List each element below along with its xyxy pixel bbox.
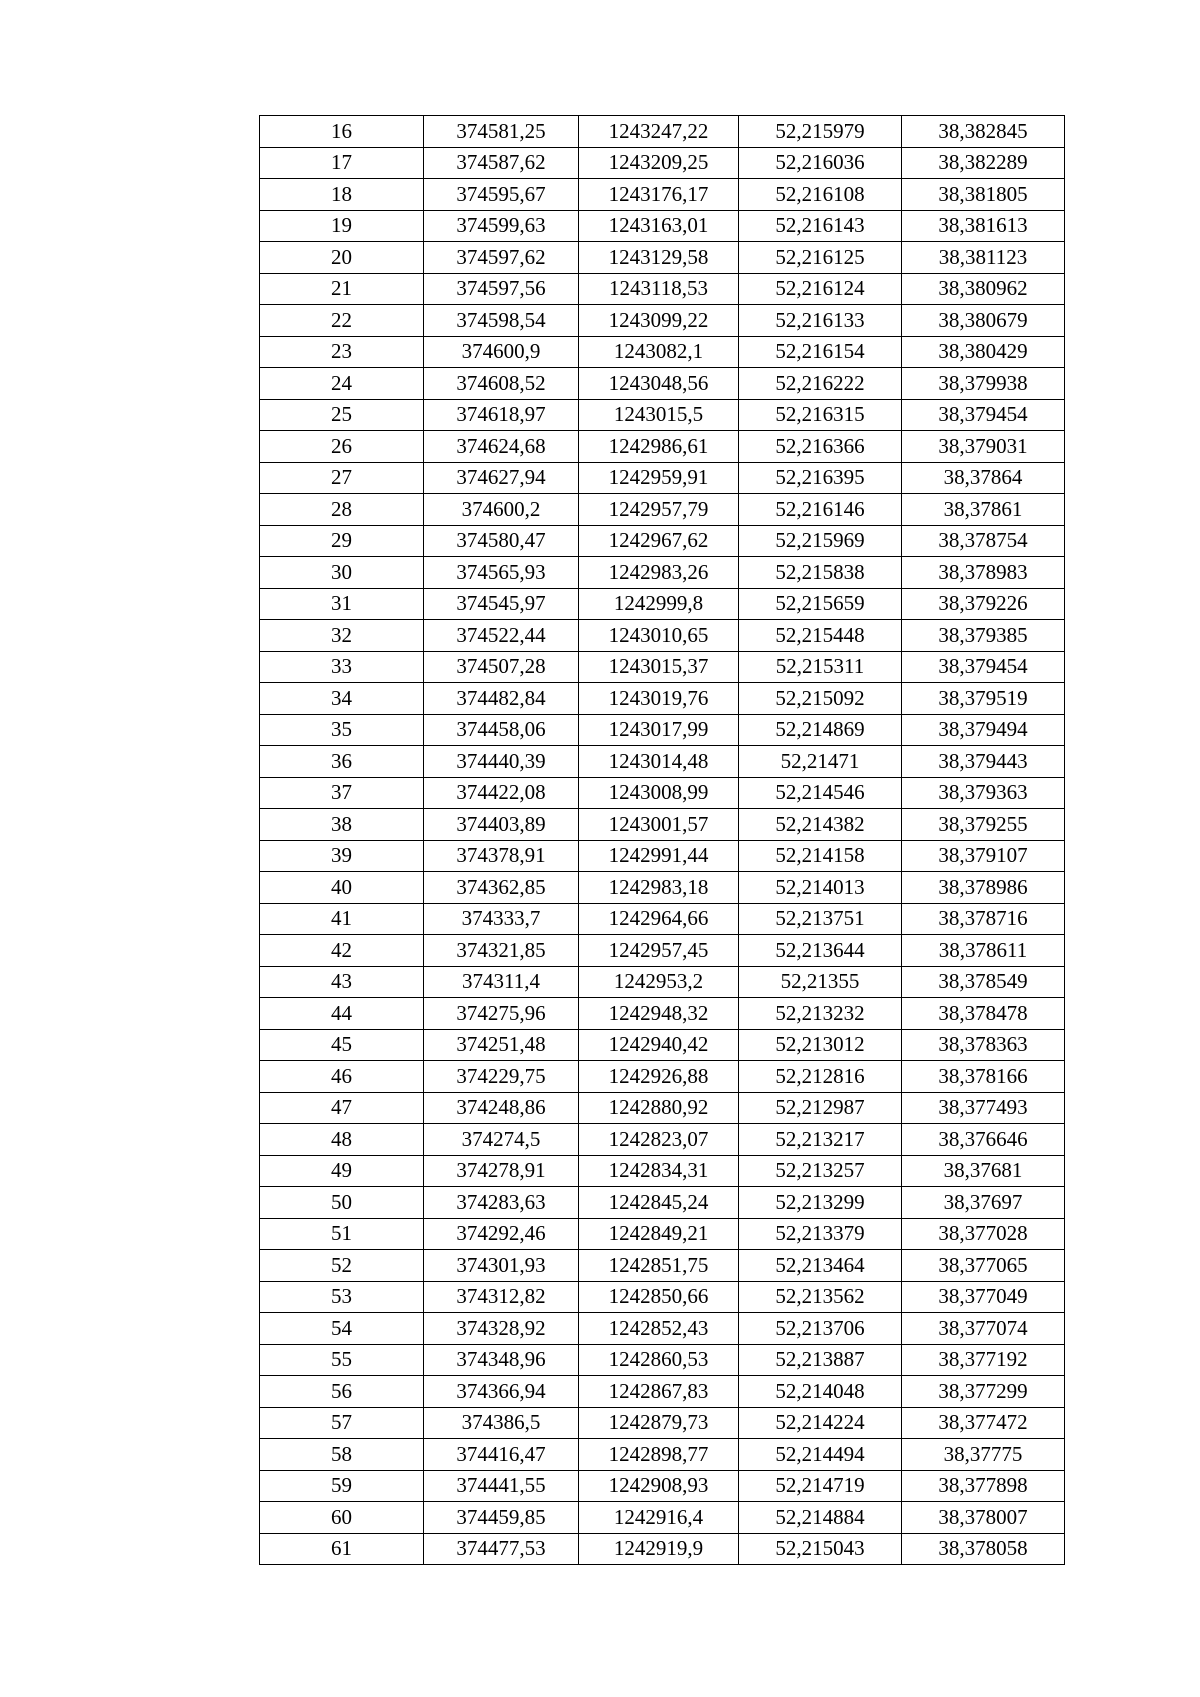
table-row — [260, 336, 1065, 368]
x-coordinate-cell: 374618,97 — [424, 399, 579, 431]
table-row — [260, 1407, 1065, 1439]
y-coordinate-cell: 1242957,45 — [579, 935, 739, 967]
point-number-cell: 33 — [260, 651, 424, 683]
longitude-cell: 38,378716 — [902, 903, 1065, 935]
latitude-cell: 52,213257 — [739, 1155, 902, 1187]
longitude-cell: 38,379385 — [902, 620, 1065, 652]
longitude-cell: 38,379031 — [902, 431, 1065, 463]
x-coordinate-cell: 374522,44 — [424, 620, 579, 652]
y-coordinate-cell: 1242834,31 — [579, 1155, 739, 1187]
latitude-cell: 52,216222 — [739, 368, 902, 400]
x-coordinate-cell: 374580,47 — [424, 525, 579, 557]
latitude-cell: 52,213562 — [739, 1281, 902, 1313]
table-row — [260, 809, 1065, 841]
x-coordinate-cell: 374599,63 — [424, 210, 579, 242]
y-coordinate-cell: 1243082,1 — [579, 336, 739, 368]
longitude-cell: 38,377049 — [902, 1281, 1065, 1313]
point-number-cell: 58 — [260, 1439, 424, 1471]
x-coordinate-cell: 374459,85 — [424, 1502, 579, 1534]
x-coordinate-cell: 374333,7 — [424, 903, 579, 935]
table-row — [260, 1281, 1065, 1313]
table-row — [260, 179, 1065, 211]
x-coordinate-cell: 374581,25 — [424, 116, 579, 148]
y-coordinate-cell: 1242991,44 — [579, 840, 739, 872]
longitude-cell: 38,379226 — [902, 588, 1065, 620]
y-coordinate-cell: 1242845,24 — [579, 1187, 739, 1219]
point-number-cell: 32 — [260, 620, 424, 652]
point-number-cell: 29 — [260, 525, 424, 557]
longitude-cell: 38,378986 — [902, 872, 1065, 904]
point-number-cell: 38 — [260, 809, 424, 841]
longitude-cell: 38,37775 — [902, 1439, 1065, 1471]
x-coordinate-cell: 374624,68 — [424, 431, 579, 463]
latitude-cell: 52,213644 — [739, 935, 902, 967]
table-row — [260, 714, 1065, 746]
longitude-cell: 38,378478 — [902, 998, 1065, 1030]
table-row — [260, 1250, 1065, 1282]
y-coordinate-cell: 1242983,26 — [579, 557, 739, 589]
longitude-cell: 38,379454 — [902, 651, 1065, 683]
table-row — [260, 1124, 1065, 1156]
longitude-cell: 38,378549 — [902, 966, 1065, 998]
latitude-cell: 52,214382 — [739, 809, 902, 841]
table-row — [260, 588, 1065, 620]
x-coordinate-cell: 374278,91 — [424, 1155, 579, 1187]
table-row — [260, 903, 1065, 935]
latitude-cell: 52,212816 — [739, 1061, 902, 1093]
x-coordinate-cell: 374248,86 — [424, 1092, 579, 1124]
latitude-cell: 52,21355 — [739, 966, 902, 998]
table-row — [260, 210, 1065, 242]
y-coordinate-cell: 1242880,92 — [579, 1092, 739, 1124]
x-coordinate-cell: 374251,48 — [424, 1029, 579, 1061]
y-coordinate-cell: 1243247,22 — [579, 116, 739, 148]
longitude-cell: 38,37697 — [902, 1187, 1065, 1219]
longitude-cell: 38,377192 — [902, 1344, 1065, 1376]
table-row — [260, 1155, 1065, 1187]
point-number-cell: 25 — [260, 399, 424, 431]
longitude-cell: 38,381123 — [902, 242, 1065, 274]
latitude-cell: 52,214013 — [739, 872, 902, 904]
table-row — [260, 1344, 1065, 1376]
table-row — [260, 242, 1065, 274]
latitude-cell: 52,215092 — [739, 683, 902, 715]
longitude-cell: 38,381613 — [902, 210, 1065, 242]
longitude-cell: 38,377472 — [902, 1407, 1065, 1439]
y-coordinate-cell: 1243014,48 — [579, 746, 739, 778]
table-row — [260, 557, 1065, 589]
table-row — [260, 777, 1065, 809]
point-number-cell: 37 — [260, 777, 424, 809]
point-number-cell: 56 — [260, 1376, 424, 1408]
x-coordinate-cell: 374482,84 — [424, 683, 579, 715]
table-row — [260, 305, 1065, 337]
longitude-cell: 38,381805 — [902, 179, 1065, 211]
y-coordinate-cell: 1242986,61 — [579, 431, 739, 463]
latitude-cell: 52,216395 — [739, 462, 902, 494]
latitude-cell: 52,216108 — [739, 179, 902, 211]
latitude-cell: 52,214224 — [739, 1407, 902, 1439]
latitude-cell: 52,213012 — [739, 1029, 902, 1061]
longitude-cell: 38,379107 — [902, 840, 1065, 872]
latitude-cell: 52,215969 — [739, 525, 902, 557]
y-coordinate-cell: 1242983,18 — [579, 872, 739, 904]
table-row — [260, 1533, 1065, 1565]
point-number-cell: 40 — [260, 872, 424, 904]
point-number-cell: 54 — [260, 1313, 424, 1345]
x-coordinate-cell: 374600,9 — [424, 336, 579, 368]
coordinates-table — [259, 115, 1065, 1565]
y-coordinate-cell: 1242867,83 — [579, 1376, 739, 1408]
latitude-cell: 52,216366 — [739, 431, 902, 463]
longitude-cell: 38,377065 — [902, 1250, 1065, 1282]
longitude-cell: 38,378611 — [902, 935, 1065, 967]
longitude-cell: 38,382289 — [902, 147, 1065, 179]
latitude-cell: 52,215448 — [739, 620, 902, 652]
table-row — [260, 998, 1065, 1030]
longitude-cell: 38,376646 — [902, 1124, 1065, 1156]
x-coordinate-cell: 374595,67 — [424, 179, 579, 211]
x-coordinate-cell: 374283,63 — [424, 1187, 579, 1219]
y-coordinate-cell: 1242852,43 — [579, 1313, 739, 1345]
y-coordinate-cell: 1242919,9 — [579, 1533, 739, 1565]
longitude-cell: 38,379494 — [902, 714, 1065, 746]
y-coordinate-cell: 1243163,01 — [579, 210, 739, 242]
y-coordinate-cell: 1242999,8 — [579, 588, 739, 620]
latitude-cell: 52,216125 — [739, 242, 902, 274]
table-row — [260, 1439, 1065, 1471]
latitude-cell: 52,214494 — [739, 1439, 902, 1471]
table-row — [260, 683, 1065, 715]
table-row — [260, 116, 1065, 148]
longitude-cell: 38,37861 — [902, 494, 1065, 526]
latitude-cell: 52,216143 — [739, 210, 902, 242]
longitude-cell: 38,37681 — [902, 1155, 1065, 1187]
longitude-cell: 38,378166 — [902, 1061, 1065, 1093]
latitude-cell: 52,215043 — [739, 1533, 902, 1565]
point-number-cell: 45 — [260, 1029, 424, 1061]
y-coordinate-cell: 1242953,2 — [579, 966, 739, 998]
point-number-cell: 48 — [260, 1124, 424, 1156]
point-number-cell: 47 — [260, 1092, 424, 1124]
x-coordinate-cell: 374378,91 — [424, 840, 579, 872]
x-coordinate-cell: 374587,62 — [424, 147, 579, 179]
y-coordinate-cell: 1243209,25 — [579, 147, 739, 179]
x-coordinate-cell: 374348,96 — [424, 1344, 579, 1376]
longitude-cell: 38,380679 — [902, 305, 1065, 337]
longitude-cell: 38,382845 — [902, 116, 1065, 148]
coordinates-table-body — [260, 116, 1065, 1565]
table-row — [260, 1313, 1065, 1345]
longitude-cell: 38,380429 — [902, 336, 1065, 368]
longitude-cell: 38,377898 — [902, 1470, 1065, 1502]
point-number-cell: 50 — [260, 1187, 424, 1219]
table-row — [260, 431, 1065, 463]
x-coordinate-cell: 374274,5 — [424, 1124, 579, 1156]
longitude-cell: 38,37864 — [902, 462, 1065, 494]
y-coordinate-cell: 1242908,93 — [579, 1470, 739, 1502]
latitude-cell: 52,213751 — [739, 903, 902, 935]
point-number-cell: 44 — [260, 998, 424, 1030]
table-row — [260, 368, 1065, 400]
x-coordinate-cell: 374311,4 — [424, 966, 579, 998]
point-number-cell: 35 — [260, 714, 424, 746]
y-coordinate-cell: 1242823,07 — [579, 1124, 739, 1156]
x-coordinate-cell: 374312,82 — [424, 1281, 579, 1313]
y-coordinate-cell: 1243017,99 — [579, 714, 739, 746]
y-coordinate-cell: 1242967,62 — [579, 525, 739, 557]
table-row — [260, 651, 1065, 683]
x-coordinate-cell: 374366,94 — [424, 1376, 579, 1408]
y-coordinate-cell: 1242964,66 — [579, 903, 739, 935]
point-number-cell: 26 — [260, 431, 424, 463]
x-coordinate-cell: 374440,39 — [424, 746, 579, 778]
point-number-cell: 18 — [260, 179, 424, 211]
x-coordinate-cell: 374229,75 — [424, 1061, 579, 1093]
point-number-cell: 60 — [260, 1502, 424, 1534]
latitude-cell: 52,214048 — [739, 1376, 902, 1408]
point-number-cell: 22 — [260, 305, 424, 337]
table-row — [260, 494, 1065, 526]
x-coordinate-cell: 374598,54 — [424, 305, 579, 337]
x-coordinate-cell: 374441,55 — [424, 1470, 579, 1502]
y-coordinate-cell: 1243010,65 — [579, 620, 739, 652]
point-number-cell: 43 — [260, 966, 424, 998]
latitude-cell: 52,215979 — [739, 116, 902, 148]
x-coordinate-cell: 374597,56 — [424, 273, 579, 305]
longitude-cell: 38,377074 — [902, 1313, 1065, 1345]
y-coordinate-cell: 1242940,42 — [579, 1029, 739, 1061]
point-number-cell: 19 — [260, 210, 424, 242]
x-coordinate-cell: 374275,96 — [424, 998, 579, 1030]
latitude-cell: 52,216146 — [739, 494, 902, 526]
point-number-cell: 53 — [260, 1281, 424, 1313]
longitude-cell: 38,377299 — [902, 1376, 1065, 1408]
longitude-cell: 38,378058 — [902, 1533, 1065, 1565]
x-coordinate-cell: 374545,97 — [424, 588, 579, 620]
point-number-cell: 30 — [260, 557, 424, 589]
table-row — [260, 1376, 1065, 1408]
point-number-cell: 52 — [260, 1250, 424, 1282]
x-coordinate-cell: 374403,89 — [424, 809, 579, 841]
y-coordinate-cell: 1243001,57 — [579, 809, 739, 841]
x-coordinate-cell: 374362,85 — [424, 872, 579, 904]
latitude-cell: 52,216315 — [739, 399, 902, 431]
table-row — [260, 1061, 1065, 1093]
x-coordinate-cell: 374608,52 — [424, 368, 579, 400]
longitude-cell: 38,379443 — [902, 746, 1065, 778]
point-number-cell: 20 — [260, 242, 424, 274]
table-row — [260, 746, 1065, 778]
longitude-cell: 38,379938 — [902, 368, 1065, 400]
longitude-cell: 38,379454 — [902, 399, 1065, 431]
longitude-cell: 38,378983 — [902, 557, 1065, 589]
table-row — [260, 966, 1065, 998]
y-coordinate-cell: 1243015,5 — [579, 399, 739, 431]
longitude-cell: 38,379363 — [902, 777, 1065, 809]
y-coordinate-cell: 1243008,99 — [579, 777, 739, 809]
latitude-cell: 52,216036 — [739, 147, 902, 179]
latitude-cell: 52,213217 — [739, 1124, 902, 1156]
x-coordinate-cell: 374627,94 — [424, 462, 579, 494]
point-number-cell: 17 — [260, 147, 424, 179]
x-coordinate-cell: 374507,28 — [424, 651, 579, 683]
table-row — [260, 147, 1065, 179]
point-number-cell: 41 — [260, 903, 424, 935]
latitude-cell: 52,214158 — [739, 840, 902, 872]
y-coordinate-cell: 1242959,91 — [579, 462, 739, 494]
point-number-cell: 42 — [260, 935, 424, 967]
latitude-cell: 52,216133 — [739, 305, 902, 337]
latitude-cell: 52,21471 — [739, 746, 902, 778]
y-coordinate-cell: 1242898,77 — [579, 1439, 739, 1471]
latitude-cell: 52,213706 — [739, 1313, 902, 1345]
table-row — [260, 620, 1065, 652]
point-number-cell: 24 — [260, 368, 424, 400]
latitude-cell: 52,213299 — [739, 1187, 902, 1219]
latitude-cell: 52,216154 — [739, 336, 902, 368]
table-row — [260, 1218, 1065, 1250]
latitude-cell: 52,216124 — [739, 273, 902, 305]
table-row — [260, 1470, 1065, 1502]
longitude-cell: 38,379519 — [902, 683, 1065, 715]
y-coordinate-cell: 1243099,22 — [579, 305, 739, 337]
table-row — [260, 1187, 1065, 1219]
latitude-cell: 52,215659 — [739, 588, 902, 620]
point-number-cell: 39 — [260, 840, 424, 872]
table-row — [260, 525, 1065, 557]
latitude-cell: 52,214719 — [739, 1470, 902, 1502]
point-number-cell: 21 — [260, 273, 424, 305]
point-number-cell: 28 — [260, 494, 424, 526]
y-coordinate-cell: 1242850,66 — [579, 1281, 739, 1313]
table-row — [260, 399, 1065, 431]
table-row — [260, 872, 1065, 904]
longitude-cell: 38,380962 — [902, 273, 1065, 305]
x-coordinate-cell: 374328,92 — [424, 1313, 579, 1345]
y-coordinate-cell: 1242860,53 — [579, 1344, 739, 1376]
y-coordinate-cell: 1242957,79 — [579, 494, 739, 526]
x-coordinate-cell: 374600,2 — [424, 494, 579, 526]
x-coordinate-cell: 374386,5 — [424, 1407, 579, 1439]
point-number-cell: 61 — [260, 1533, 424, 1565]
point-number-cell: 36 — [260, 746, 424, 778]
y-coordinate-cell: 1242948,32 — [579, 998, 739, 1030]
x-coordinate-cell: 374422,08 — [424, 777, 579, 809]
longitude-cell: 38,379255 — [902, 809, 1065, 841]
table-row — [260, 935, 1065, 967]
point-number-cell: 55 — [260, 1344, 424, 1376]
y-coordinate-cell: 1242851,75 — [579, 1250, 739, 1282]
point-number-cell: 16 — [260, 116, 424, 148]
x-coordinate-cell: 374321,85 — [424, 935, 579, 967]
latitude-cell: 52,214884 — [739, 1502, 902, 1534]
latitude-cell: 52,215838 — [739, 557, 902, 589]
x-coordinate-cell: 374292,46 — [424, 1218, 579, 1250]
longitude-cell: 38,378754 — [902, 525, 1065, 557]
table-row — [260, 462, 1065, 494]
latitude-cell: 52,215311 — [739, 651, 902, 683]
table-row — [260, 840, 1065, 872]
point-number-cell: 23 — [260, 336, 424, 368]
y-coordinate-cell: 1242879,73 — [579, 1407, 739, 1439]
table-row — [260, 1502, 1065, 1534]
x-coordinate-cell: 374416,47 — [424, 1439, 579, 1471]
latitude-cell: 52,212987 — [739, 1092, 902, 1124]
latitude-cell: 52,214546 — [739, 777, 902, 809]
latitude-cell: 52,213887 — [739, 1344, 902, 1376]
x-coordinate-cell: 374565,93 — [424, 557, 579, 589]
y-coordinate-cell: 1243019,76 — [579, 683, 739, 715]
y-coordinate-cell: 1242849,21 — [579, 1218, 739, 1250]
x-coordinate-cell: 374477,53 — [424, 1533, 579, 1565]
x-coordinate-cell: 374597,62 — [424, 242, 579, 274]
point-number-cell: 57 — [260, 1407, 424, 1439]
table-row — [260, 273, 1065, 305]
point-number-cell: 34 — [260, 683, 424, 715]
table-row — [260, 1092, 1065, 1124]
latitude-cell: 52,213379 — [739, 1218, 902, 1250]
latitude-cell: 52,214869 — [739, 714, 902, 746]
table-row — [260, 1029, 1065, 1061]
point-number-cell: 51 — [260, 1218, 424, 1250]
latitude-cell: 52,213232 — [739, 998, 902, 1030]
y-coordinate-cell: 1242926,88 — [579, 1061, 739, 1093]
x-coordinate-cell: 374458,06 — [424, 714, 579, 746]
y-coordinate-cell: 1243176,17 — [579, 179, 739, 211]
y-coordinate-cell: 1243118,53 — [579, 273, 739, 305]
longitude-cell: 38,377493 — [902, 1092, 1065, 1124]
point-number-cell: 31 — [260, 588, 424, 620]
longitude-cell: 38,378363 — [902, 1029, 1065, 1061]
x-coordinate-cell: 374301,93 — [424, 1250, 579, 1282]
point-number-cell: 27 — [260, 462, 424, 494]
point-number-cell: 46 — [260, 1061, 424, 1093]
y-coordinate-cell: 1243015,37 — [579, 651, 739, 683]
longitude-cell: 38,377028 — [902, 1218, 1065, 1250]
point-number-cell: 49 — [260, 1155, 424, 1187]
point-number-cell: 59 — [260, 1470, 424, 1502]
y-coordinate-cell: 1243048,56 — [579, 368, 739, 400]
y-coordinate-cell: 1243129,58 — [579, 242, 739, 274]
longitude-cell: 38,378007 — [902, 1502, 1065, 1534]
y-coordinate-cell: 1242916,4 — [579, 1502, 739, 1534]
latitude-cell: 52,213464 — [739, 1250, 902, 1282]
